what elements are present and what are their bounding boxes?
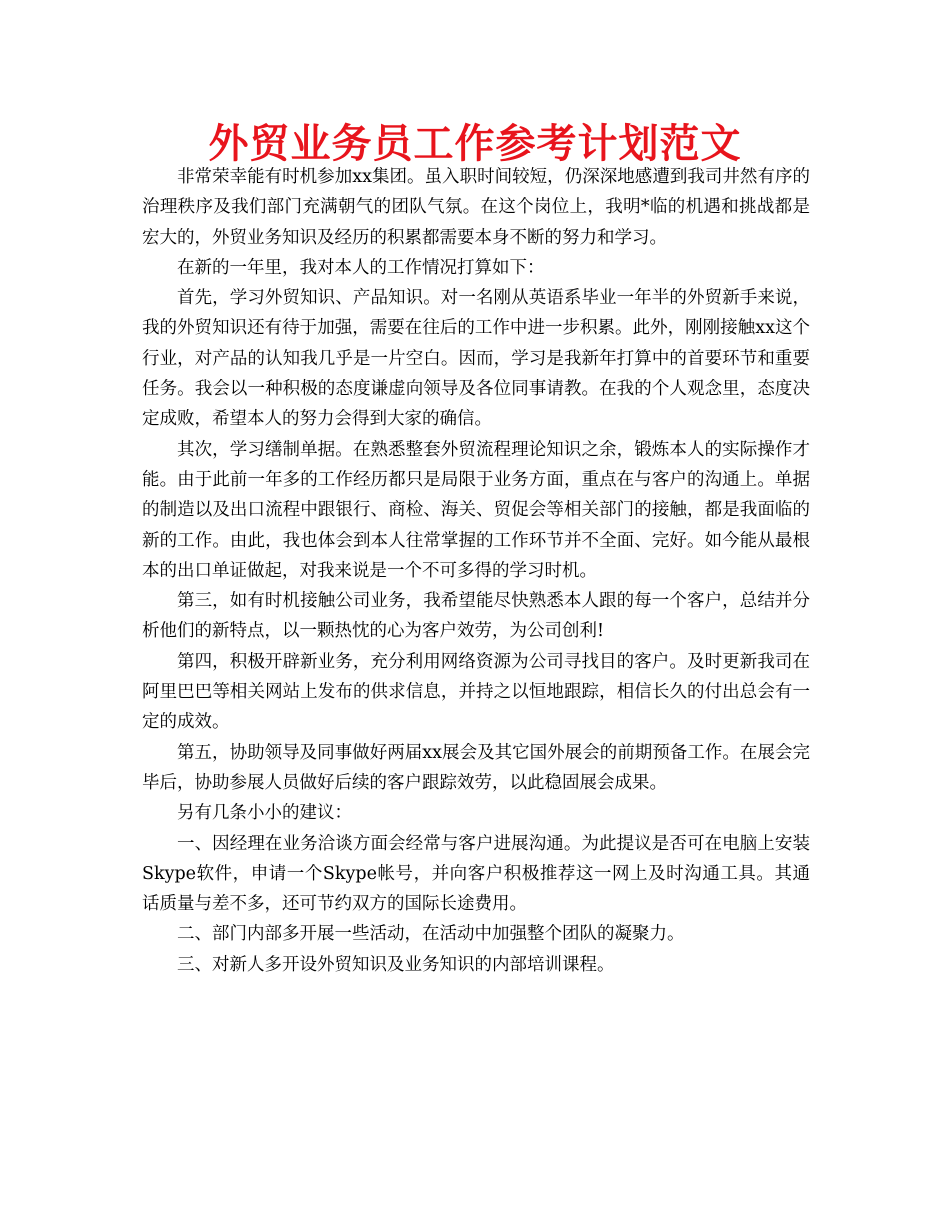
paragraph-suggestion-3: 三、对新人多开设外贸知识及业务知识的内部培训课程。 [177, 954, 615, 975]
document-title: 外贸业务员工作参考计划范文 [208, 120, 742, 167]
paragraph-suggestion-2: 二、部门内部多开展一些活动，在活动中加强整个团队的凝聚力。 [177, 924, 685, 945]
paragraph-intro: 非常荣幸能有时机参加xx集团。虽入职时间较短，仍深深地感遭到我司井然有序的治理秩序及我们部门充满朝气的团队气氛。在这个岗位上，我明*临的机遇和挑战都是宏大的，外贸业务知识及经历的积累都需要本身不断的努力和学习。 [142, 167, 810, 248]
paragraph-first: 首先，学习外贸知识、产品知识。对一名刚从英语系毕业一年半的外贸新手来说，我的外贸知识还有待于加强，需要在往后的工作中进一步积累。此外，刚刚接触xx这个行业，对产品的认知我几乎是一片空白。因而，学习是我新年打算中的首要环节和重要任务。我会以一种积极的态度谦虚向领导及各位同事请教。在我的个人观念里，态度决定成败，希望本人的努力会得到大家的确信。 [142, 288, 810, 430]
paragraph-plan-heading: 在新的一年里，我对本人的工作情况打算如下： [177, 257, 545, 278]
paragraph-fifth: 第五，协助领导及同事做好两届xx展会及其它国外展会的前期预备工作。在展会完毕后，协助参展人员做好后续的客户跟踪效劳，以此稳固展会成果。 [142, 742, 810, 793]
paragraph-fourth: 第四，积极开辟新业务，充分利用网络资源为公司寻找目的客户。及时更新我司在阿里巴巴等相关网站上发布的供求信息，并持之以恒地跟踪，相信长久的付出总会有一定的成效。 [142, 651, 810, 733]
paragraph-suggestions-heading: 另有几条小小的建议： [177, 803, 352, 824]
paragraph-third: 第三，如有时机接触公司业务，我希望能尽快熟悉本人跟的每一个客户，总结并分析他们的新特点，以一颗热忱的心为客户效劳，为公司创利! [142, 591, 810, 642]
document-body [142, 162, 810, 980]
paragraph-second: 其次，学习缮制单据。在熟悉整套外贸流程理论知识之余，锻炼本人的实际操作才能。由于此前一年多的工作经历都只是局限于业务方面，重点在与客户的沟通上。单据的制造以及出口流程中跟银行、商检、海关、贸促会等相关部门的接触，都是我面临的新的工作。由此，我也体会到本人往常掌握的工作环节并不全面、完好。如今能从最根本的出口单证做起，对我来说是一个不可多得的学习时机。 [142, 439, 810, 581]
paragraph-suggestion-1: 一、因经理在业务洽谈方面会经常与客户进展沟通。为此提议是否可在电脑上安装Skype软件，申请一个Skype帐号，并向客户积极推荐这一网上及时沟通工具。其通话质量与差不多，还可节约双方的国际长途费用。 [142, 833, 810, 915]
